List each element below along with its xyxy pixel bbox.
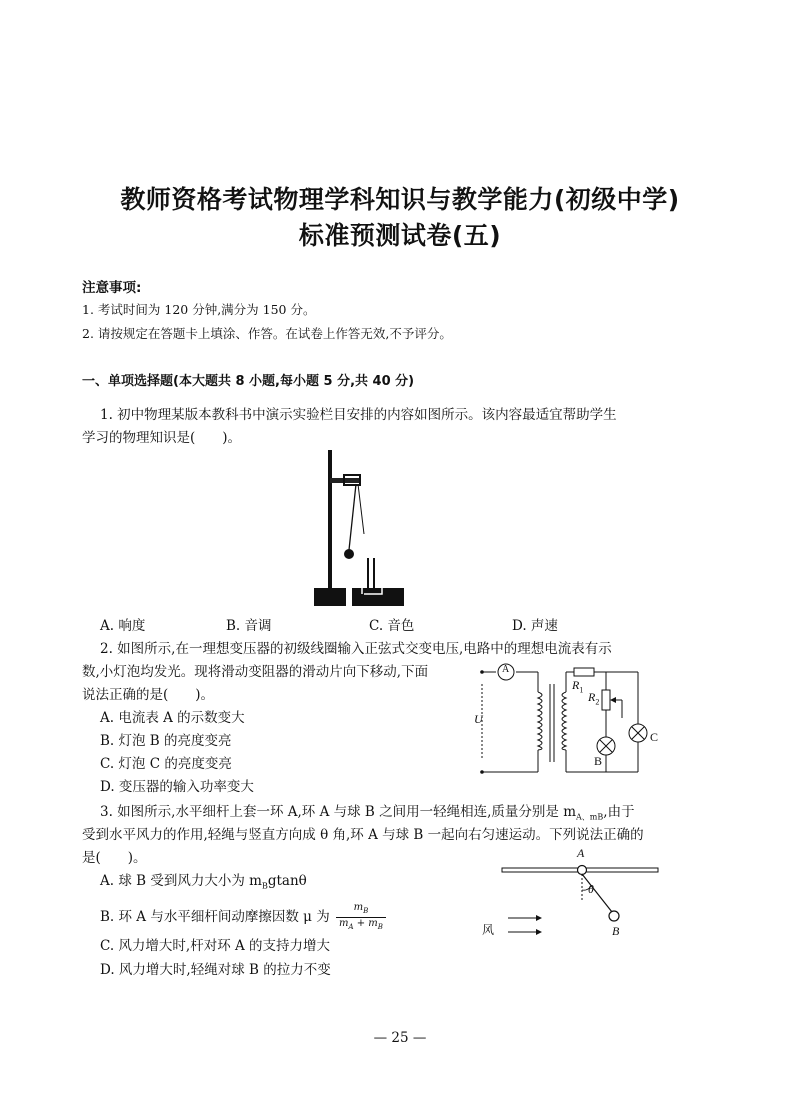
- r1-label: [572, 678, 583, 694]
- q3-option-d: D. 风力增大时,轻绳对球 B 的拉力不变: [100, 962, 331, 978]
- q2-stem-line3: 说法正确的是( )。: [82, 687, 215, 703]
- ammeter-label: A: [502, 664, 510, 675]
- q2-stem-line1: 2. 如图所示,在一理想变压器的初级线圈输入正弦式交变电压,电路中的理想电流表有示: [100, 641, 612, 657]
- q1-option-b: B. 音调: [226, 618, 272, 634]
- q3-option-b-text: B. 环 A 与水平细杆间动摩擦因数 μ 为: [100, 909, 330, 925]
- q3-den-sub-b: B: [377, 923, 383, 931]
- q1-stem-line2: 学习的物理知识是( )。: [82, 430, 242, 446]
- r2-subscript: 2: [595, 697, 600, 707]
- notice-heading: 注意事项:: [82, 280, 142, 296]
- q3-option-a-text: A. 球 B 受到风力大小为 m: [100, 873, 262, 889]
- page-title: 教师资格考试物理学科知识与教学能力(初级中学): [120, 185, 680, 214]
- q2-figure-transformer-circuit: [470, 662, 670, 782]
- q3-num-m: m: [353, 902, 364, 913]
- q3-stem-line2: 受到水平风力的作用,轻绳与竖直方向成 θ 角,环 A 与球 B 一起向右匀速运动。下列说法正确的: [82, 827, 644, 843]
- q1-option-c: C. 音色: [369, 618, 415, 634]
- notice-item-2: 2. 请按规定在答题卡上填涂、作答。在试卷上作答无效,不予评分。: [82, 326, 452, 341]
- q3-figure-ring-ball: [500, 858, 665, 938]
- notice-item-1: 1. 考试时间为 120 分钟,满分为 150 分。: [82, 302, 316, 317]
- section-heading: 一、单项选择题(本大题共 8 小题,每小题 5 分,共 40 分): [82, 374, 415, 389]
- q3-option-a: [100, 871, 307, 897]
- q2-option-c: C. 灯泡 C 的亮度变亮: [100, 756, 232, 772]
- q3-num-sub: B: [363, 907, 369, 915]
- q3-option-b: [100, 902, 386, 933]
- voltage-label: U: [474, 712, 483, 726]
- q1-figure-pendulum-tuning-fork: [300, 448, 410, 613]
- r1-subscript: 1: [579, 685, 584, 695]
- lamp-b-label: B: [594, 754, 603, 768]
- q3-stem-line1-tail: ,由于: [603, 804, 635, 820]
- page-subtitle: 标准预测试卷(五): [298, 221, 502, 250]
- q3-stem-line3: 是( )。: [82, 850, 147, 866]
- page-number: — 25 —: [373, 1030, 427, 1046]
- wind-label: 风: [482, 923, 495, 937]
- q3-mass-subscripts: A、m: [576, 812, 598, 822]
- q2-option-d: D. 变压器的输入功率变大: [100, 779, 254, 795]
- q3-stem-line1: [100, 802, 635, 828]
- r2-label: [588, 690, 599, 706]
- q3-den-sub-a: A: [348, 923, 354, 931]
- q3-option-c: C. 风力增大时,杆对环 A 的支持力增大: [100, 938, 331, 954]
- q3-mass-b-sub: B: [597, 812, 604, 822]
- angle-theta-label: θ: [588, 882, 594, 896]
- q1-option-d: D. 声速: [512, 618, 558, 634]
- q3-fraction-numerator: [336, 902, 386, 918]
- q2-option-b: B. 灯泡 B 的亮度变亮: [100, 733, 232, 749]
- ring-a-label: A: [577, 846, 585, 860]
- q2-stem-line2: 数,小灯泡均发光。现将滑动变阻器的滑动片向下移动,下面: [82, 664, 429, 680]
- ball-b-label: B: [612, 924, 620, 938]
- r2-symbol: R: [588, 690, 596, 704]
- q3-den-plus: + m: [353, 918, 378, 929]
- q3-fraction-denominator: [336, 918, 386, 933]
- q3-den-m: m: [339, 918, 349, 929]
- q3-stem-line1-text: 3. 如图所示,水平细杆上套一环 A,环 A 与球 B 之间用一轻绳相连,质量分别是 m: [100, 804, 577, 820]
- q3-option-a-tail: gtanθ: [267, 873, 307, 889]
- q1-option-a: A. 响度: [100, 618, 146, 634]
- q3-option-a-sub: B: [261, 881, 268, 891]
- q2-option-a: A. 电流表 A 的示数变大: [100, 710, 245, 726]
- lamp-c-label: C: [650, 730, 659, 744]
- q3-fraction: [336, 902, 386, 933]
- q1-stem-line1: 1. 初中物理某版本教科书中演示实验栏目安排的内容如图所示。该内容最适宜帮助学生: [100, 407, 617, 423]
- r1-symbol: R: [572, 678, 580, 692]
